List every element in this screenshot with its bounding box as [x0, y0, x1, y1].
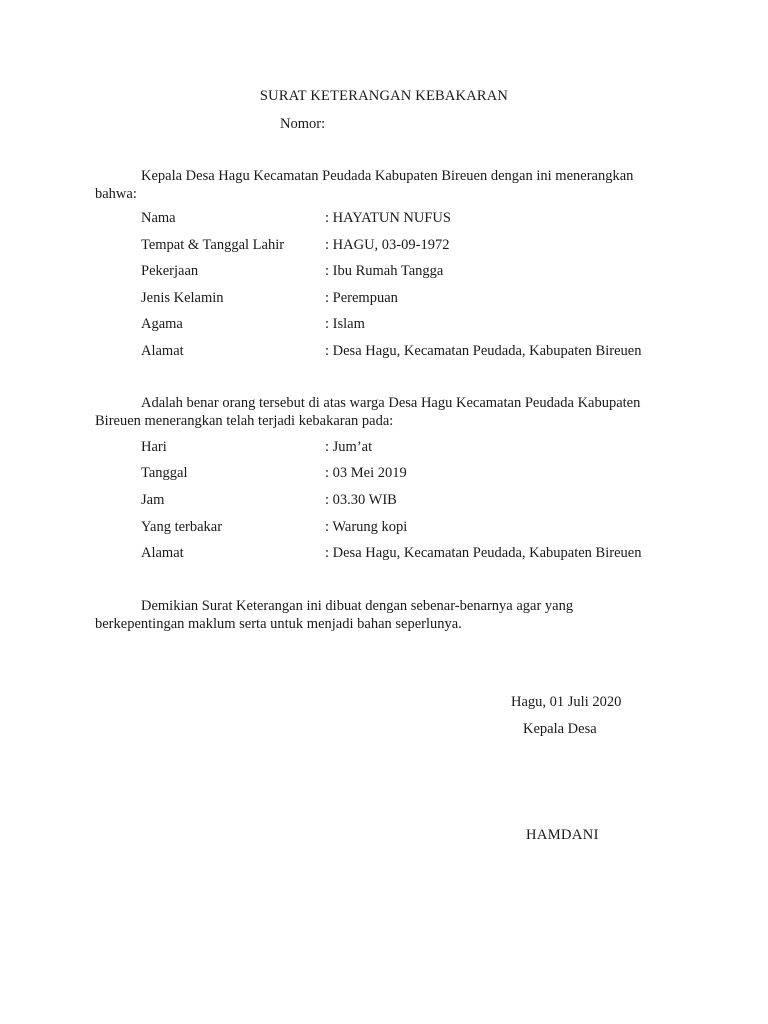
incident-label-date: Tanggal [141, 465, 188, 481]
person-label-religion: Agama [141, 316, 183, 332]
signature-position: Kepala Desa [523, 721, 597, 737]
incident-value-date: : 03 Mei 2019 [325, 465, 407, 481]
incident-label-burned: Yang terbakar [141, 519, 223, 535]
incident-label-address: Alamat [141, 545, 184, 561]
intro-line-1: Kepala Desa Hagu Kecamatan Peudada Kabupaten Bireuen dengan ini menerangkan [141, 168, 634, 184]
signature-place-date: Hagu, 01 Juli 2020 [511, 694, 622, 710]
person-value-birth: : HAGU, 03-09-1972 [325, 237, 450, 253]
incident-value-burned: : Warung kopi [325, 519, 408, 535]
person-value-name: : HAYATUN NUFUS [325, 210, 451, 226]
person-value-occupation: : Ibu Rumah Tangga [325, 263, 444, 279]
statement-line-1: Adalah benar orang tersebut di atas warga Desa Hagu Kecamatan Peudada Kabupaten [141, 395, 641, 411]
closing-line-1: Demikian Surat Keterangan ini dibuat dengan sebenar-benarnya agar yang [141, 598, 574, 614]
intro-line-2: bahwa: [95, 186, 137, 202]
incident-label-day: Hari [141, 439, 167, 455]
signature-name: HAMDANI [526, 827, 599, 843]
closing-line-2: berkepentingan maklum serta untuk menjadi bahan seperlunya. [95, 616, 462, 632]
incident-value-time: : 03.30 WIB [325, 492, 397, 508]
statement-line-2: Bireuen menerangkan telah terjadi kebakaran pada: [95, 413, 394, 429]
incident-label-time: Jam [141, 492, 165, 508]
person-value-religion: : Islam [325, 316, 365, 332]
letter-number-label: Nomor: [280, 116, 326, 132]
person-label-gender: Jenis Kelamin [141, 290, 224, 306]
person-value-gender: : Perempuan [325, 290, 398, 306]
person-value-address: : Desa Hagu, Kecamatan Peudada, Kabupaten Bireuen [325, 343, 642, 359]
letter-title: SURAT KETERANGAN KEBAKARAN [259, 88, 509, 104]
incident-value-address: : Desa Hagu, Kecamatan Peudada, Kabupaten Bireuen [325, 545, 642, 561]
person-label-address: Alamat [141, 343, 184, 359]
person-label-occupation: Pekerjaan [141, 263, 199, 279]
person-label-name: Nama [141, 210, 176, 226]
person-label-birth: Tempat & Tanggal Lahir [141, 237, 285, 253]
incident-value-day: : Jum’at [325, 439, 373, 455]
